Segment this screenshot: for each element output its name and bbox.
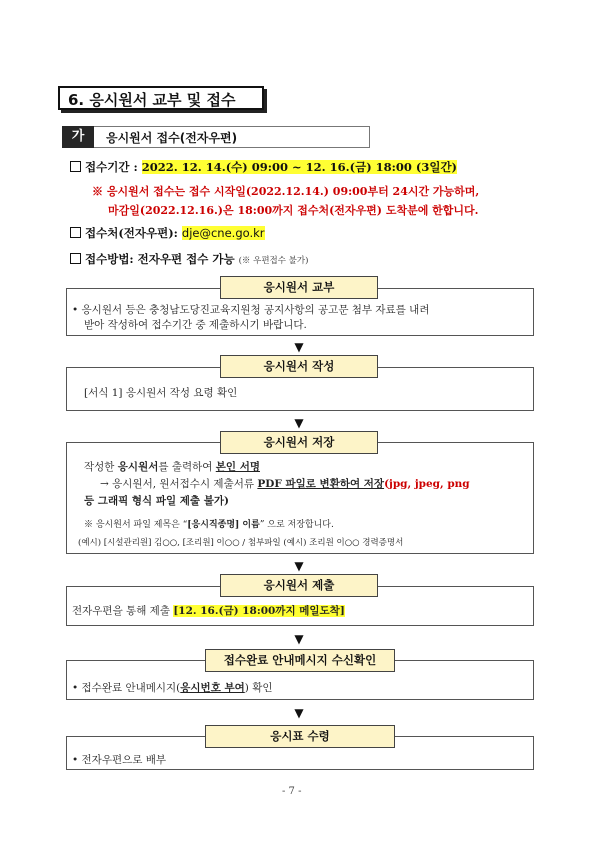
text-bold-underline: 응시번호 부여 xyxy=(180,682,245,694)
flow-arrow-icon: ▼ xyxy=(294,706,304,720)
text: ) 확인 xyxy=(244,682,273,694)
method-line xyxy=(70,251,308,267)
page-number: - 7 - xyxy=(282,786,302,797)
text: 작성한 xyxy=(84,461,118,473)
checkbox-icon xyxy=(70,161,81,172)
text: ※ 응시원서 파일 제목은 “ xyxy=(84,520,188,530)
flow-arrow-icon: ▼ xyxy=(294,340,304,354)
period-label: 접수기간 : xyxy=(85,160,142,174)
step-save-line3: 등 그래픽 형식 파일 제출 불가) xyxy=(84,495,229,507)
text: ” 으로 저장합니다. xyxy=(259,520,334,530)
flow-arrow-icon: ▼ xyxy=(294,632,304,646)
place-email: dje@cne.go.kr xyxy=(181,226,265,240)
method-note: (※ 우편접수 불가) xyxy=(238,256,309,266)
flow-arrow-icon: ▼ xyxy=(294,559,304,573)
text: 전자우편을 통해 제출 xyxy=(72,605,174,617)
place-label: 접수처(전자우편): xyxy=(85,226,182,240)
period-note-line1: ※ 응시원서 접수는 접수 시작일(2022.12.14.) 09:00부터 24시간 가능하며, xyxy=(92,185,480,198)
step-save-line2 xyxy=(100,476,470,491)
step-submit-text xyxy=(72,603,345,618)
step-issue-title: 응시원서 교부 xyxy=(220,276,378,299)
period-note-line2: 마감일(2022.12.16.)은 18:00까지 접수처(전자우편) 도착분에 한합니다. xyxy=(108,204,479,217)
text-bold: 응시원서 xyxy=(117,461,159,473)
checkbox-icon xyxy=(70,253,81,264)
period-value: 2022. 12. 14.(수) 09:00 ~ 12. 16.(금) 18:00 (3일간) xyxy=(141,160,457,174)
step-submit-title: 응시원서 제출 xyxy=(220,574,378,597)
section-title: 6. 응시원서 교부 및 접수 xyxy=(58,86,264,110)
step-save-line5: (예시) [시설관리원] 김○○, [조리원] 이○○ / 첨부파일 (예시) 조리원 이○○ 경력증명서 xyxy=(78,538,404,548)
text-highlight: [12. 16.(금) 18:00까지 메일도착] xyxy=(173,605,345,617)
period-line xyxy=(70,159,457,175)
step-write-text: [서식 1] 응시원서 작성 요령 확인 xyxy=(84,387,238,399)
step-save-title: 응시원서 저장 xyxy=(220,431,378,454)
step-issue-line1: • 응시원서 등은 충청남도당진교육지원청 공지사항의 공고문 첨부 자료를 내려 xyxy=(72,304,430,316)
step-save-line1 xyxy=(84,459,260,474)
step-ticket-title: 응시표 수령 xyxy=(205,725,395,748)
text-bold-underline: PDF 파일로 변환하여 저장 xyxy=(257,478,385,490)
subsection-badge: 가 xyxy=(62,126,94,148)
text-bold-underline: 본인 서명 xyxy=(215,461,260,473)
text: → 응시원서, 원서접수시 제출서류 xyxy=(100,478,258,490)
place-line xyxy=(70,225,265,241)
subsection-title: 응시원서 접수(전자우편) xyxy=(94,126,370,148)
text-red: (jpg, jpeg, png xyxy=(384,478,470,490)
step-save-line4 xyxy=(84,517,334,530)
text: 를 출력하여 xyxy=(158,461,216,473)
flow-arrow-icon: ▼ xyxy=(294,416,304,430)
step-issue-line2: 받아 작성하여 접수기간 중 제출하시기 바랍니다. xyxy=(84,319,307,331)
method-label: 접수방법: 전자우편 접수 가능 xyxy=(85,252,235,266)
step-confirm-title: 접수완료 안내메시지 수신확인 xyxy=(205,649,395,672)
text-bold: [응시직종명] 이름 xyxy=(187,520,260,530)
step-ticket-text: • 전자우편으로 배부 xyxy=(72,754,167,766)
step-confirm-text xyxy=(72,680,273,695)
checkbox-icon xyxy=(70,227,81,238)
step-write-title: 응시원서 작성 xyxy=(220,355,378,378)
text: • 접수완료 안내메시지( xyxy=(72,682,181,694)
